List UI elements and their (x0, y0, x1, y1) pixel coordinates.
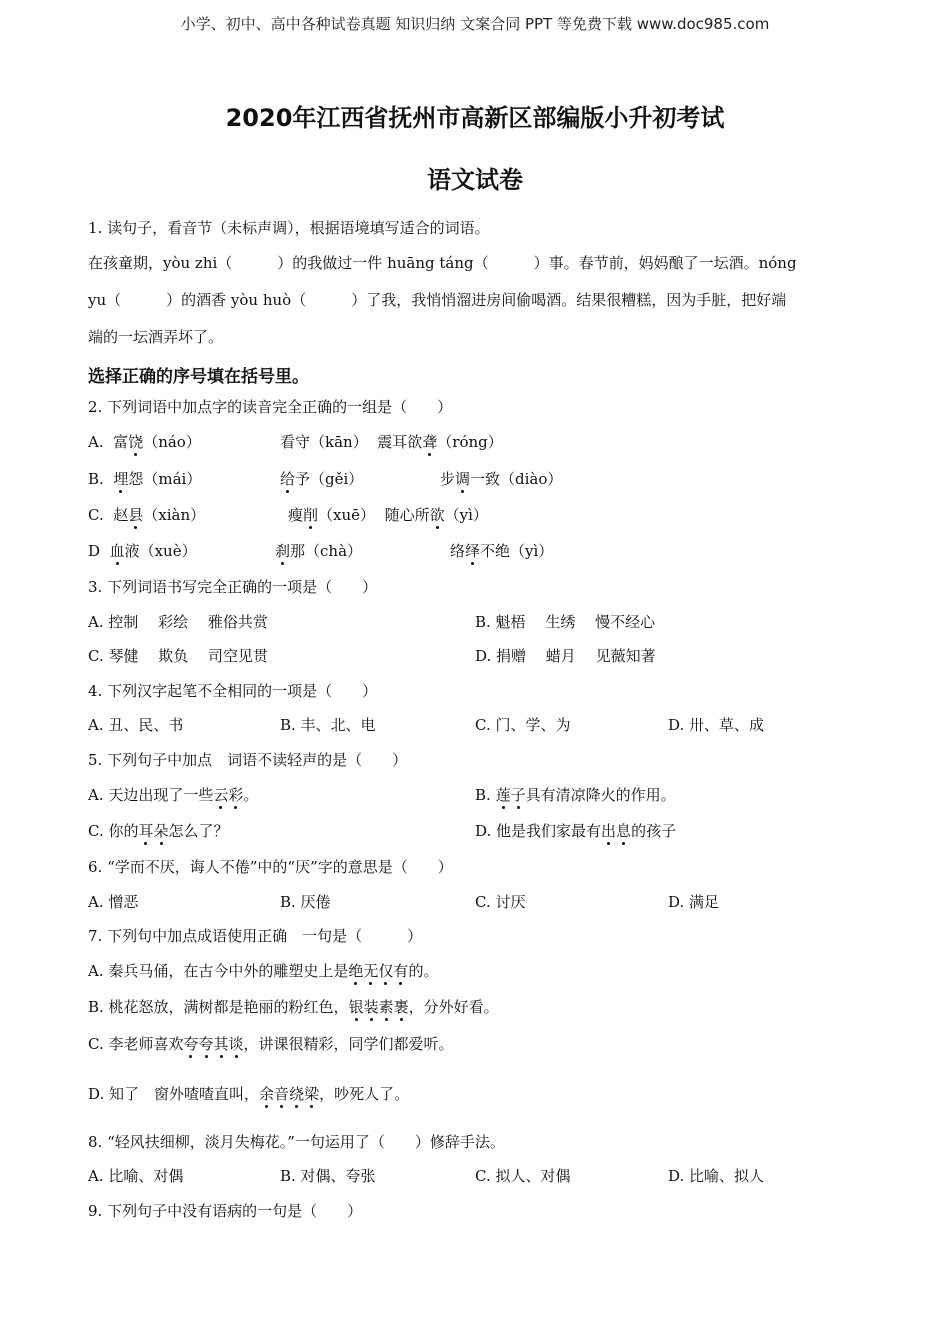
question-6-option-d: D. 满足 (668, 893, 720, 911)
site-banner: 小学、初中、高中各种试卷真题 知识归纳 文案合同 PPT 等免费下载 www.doc985.com (180, 15, 770, 33)
question-1-passage-line: 端的一坛酒弄坏了。 (88, 328, 224, 346)
question-2-option-d: 刹那（chà） (275, 542, 363, 560)
question-7-option-b: B. 桃花怒放，满树都是艳丽的粉红色，银装素裹，分外好看。 (88, 998, 499, 1016)
exam-title: 2020年江西省抚州市高新区部编版小升初考试 (225, 104, 725, 132)
question-2-option-b: 步调一致（diào） (440, 470, 563, 488)
question-3-option-a: A. 控制 彩绘 雅俗共赏 (88, 613, 268, 631)
question-8-stem: 8. “轻风扶细柳，淡月失梅花。”一句运用了（ ）修辞手法。 (88, 1133, 505, 1151)
section-heading: 选择正确的序号填在括号里。 (88, 367, 309, 387)
question-5-option-d: D. 他是我们家最有出息的孩子 (475, 822, 677, 840)
question-4-stem: 4. 下列汉字起笔不全相同的一项是（ ） (88, 682, 378, 700)
question-2-option-b: B. 埋怨（mái） (88, 470, 202, 488)
question-2-option-a: 看守（kān） 震耳欲聋（róng） (280, 433, 503, 451)
question-4-option-b: B. 丰、北、电 (280, 716, 376, 734)
question-5-option-b: B. 莲子具有清凉降火的作用。 (475, 786, 676, 804)
question-2-option-b: 给予（gěi） (280, 470, 364, 488)
question-4-option-c: C. 门、学、为 (475, 716, 571, 734)
question-3-option-c: C. 琴健 欺负 司空见贯 (88, 647, 269, 665)
question-2-option-c: 瘦削（xuē） 随心所欲（yì） (288, 506, 488, 524)
question-1-passage-line: yu（ ）的酒香 yòu huò（ ）了我，我悄悄溜进房间偷喝酒。结果很糟糕，因为手脏，把好端 (88, 291, 787, 309)
question-7-option-a: A. 秦兵马俑，在古今中外的雕塑史上是绝无仅有的。 (88, 962, 439, 980)
question-4-option-a: A. 丑、民、书 (88, 716, 184, 734)
question-1-passage-line: 在孩童期，yòu zhi（ ）的我做过一件 huāng táng（ ）事。春节前，妈妈酿了一坛酒。nóng (88, 254, 797, 272)
question-8-option-a: A. 比喻、对偶 (88, 1167, 184, 1185)
question-6-option-b: B. 厌倦 (280, 893, 331, 911)
question-3-stem: 3. 下列词语书写完全正确的一项是（ ） (88, 578, 378, 596)
question-2-option-d: D 血液（xuè） (88, 542, 197, 560)
question-8-option-d: D. 比喻、拟人 (668, 1167, 765, 1185)
question-3-option-b: B. 魁梧 生绣 慢不经心 (475, 613, 656, 631)
question-4-option-d: D. 卅、草、成 (668, 716, 765, 734)
question-1-stem: 1. 读句子，看音节（未标声调），根据语境填写适合的词语。 (88, 219, 490, 237)
question-7-option-d: D. 知了 窗外喳喳直叫，余音绕梁，吵死人了。 (88, 1085, 410, 1103)
question-6-stem: 6. “学而不厌，诲人不倦”中的“厌”字的意思是（ ） (88, 858, 453, 876)
question-5-option-c: C. 你的耳朵怎么了？ (88, 822, 229, 840)
question-8-option-c: C. 拟人、对偶 (475, 1167, 571, 1185)
question-2-option-a: A. 富饶（náo） (88, 433, 201, 451)
question-2-stem: 2. 下列词语中加点字的读音完全正确的一组是（ ） (88, 398, 453, 416)
question-3-option-d: D. 捐赠 蜡月 见薇知著 (475, 647, 656, 665)
question-9-stem: 9. 下列句子中没有语病的一句是（ ） (88, 1202, 363, 1220)
exam-subtitle: 语文试卷 (427, 166, 523, 194)
question-6-option-c: C. 讨厌 (475, 893, 526, 911)
question-6-option-a: A. 憎恶 (88, 893, 139, 911)
question-7-stem: 7. 下列句中加点成语使用正确 一句是（ ） (88, 927, 423, 945)
question-7-option-c: C. 李老师喜欢夸夸其谈，讲课很精彩，同学们都爱听。 (88, 1035, 454, 1053)
question-5-option-a: A. 天边出现了一些云彩。 (88, 786, 259, 804)
question-5-stem: 5. 下列句子中加点 词语不读轻声的是（ ） (88, 751, 408, 769)
question-2-option-c: C. 赵县（xiàn） (88, 506, 206, 524)
question-8-option-b: B. 对偶、夸张 (280, 1167, 376, 1185)
question-2-option-d: 络绎不绝（yì） (450, 542, 554, 560)
